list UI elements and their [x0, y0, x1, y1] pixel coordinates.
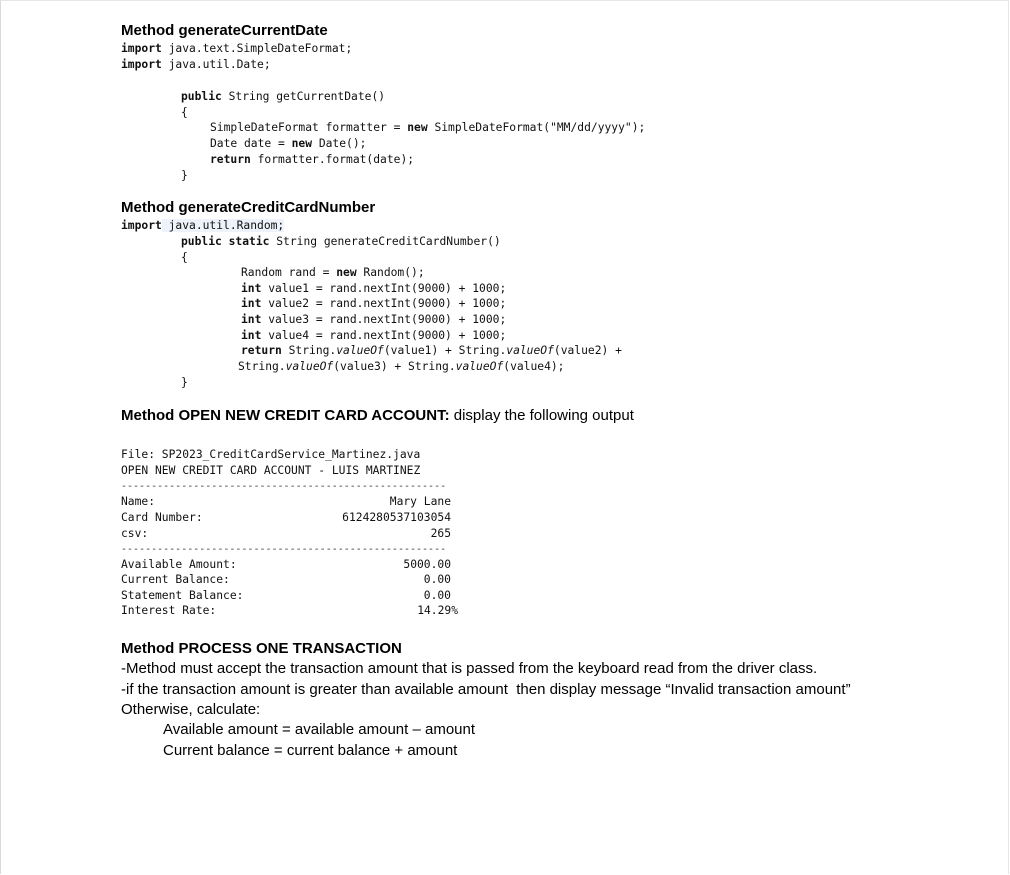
output-title-line: OPEN NEW CREDIT CARD ACCOUNT - LUIS MARTINEZ — [121, 464, 421, 477]
keyword: new — [336, 266, 357, 279]
code-text: String getCurrentDate() — [221, 90, 386, 103]
keyword: return — [241, 344, 282, 357]
keyword: import — [121, 219, 162, 232]
heading-generate-credit-card-number: Method generateCreditCardNumber — [121, 199, 376, 216]
keyword: public — [181, 235, 222, 248]
code-line — [181, 234, 501, 249]
code-text: java.util.Random; — [161, 219, 285, 232]
code-text: String. — [281, 344, 337, 357]
output-value: 0.00 — [423, 573, 451, 586]
code-text: value2 = rand.nextInt(9000) + 1000; — [261, 297, 507, 310]
output-value: 5000.00 — [403, 558, 451, 571]
output-value: 6124280537103054 — [342, 511, 451, 524]
code-method: valueOf — [336, 344, 384, 357]
code-text: Date date = — [210, 137, 292, 150]
code-line — [241, 265, 425, 280]
code-method: valueOf — [285, 360, 334, 373]
output-value: Mary Lane — [389, 495, 451, 508]
output-label: Statement Balance: — [121, 589, 244, 602]
code-text: Date(); — [312, 137, 367, 150]
code-line — [241, 343, 622, 358]
output-value: 14.29% — [417, 604, 458, 617]
code-text: value1 = rand.nextInt(9000) + 1000; — [261, 282, 507, 295]
code-text: (value3) + String. — [333, 360, 456, 373]
formula-line: Current balance = current balance + amount — [163, 742, 458, 759]
code-brace: { — [181, 251, 188, 264]
code-brace: } — [181, 169, 188, 182]
code-line — [241, 281, 506, 296]
code-line — [181, 89, 385, 104]
paragraph-line: -Method must accept the transaction amount that is passed from the keyboard read from the driver class. — [121, 660, 818, 677]
code-brace: { — [181, 106, 188, 119]
heading-bold: Method OPEN NEW CREDIT CARD ACCOUNT: — [121, 407, 450, 424]
code-method: valueOf — [455, 360, 504, 373]
keyword: import — [121, 42, 162, 55]
keyword: static — [228, 235, 270, 248]
output-label: Card Number: — [121, 511, 203, 524]
code-text: value4 = rand.nextInt(9000) + 1000; — [261, 329, 507, 342]
code-brace: } — [181, 376, 188, 389]
code-text: SimpleDateFormat("MM/dd/yyyy"); — [427, 121, 646, 134]
code-text: java.util.Date; — [161, 58, 271, 71]
code-text: String. — [238, 360, 286, 373]
output-value: 265 — [430, 527, 451, 540]
code-line — [121, 41, 352, 56]
heading-generate-current-date: Method generateCurrentDate — [121, 22, 328, 39]
code-text: (value1) + String. — [383, 344, 507, 357]
code-line — [210, 152, 414, 167]
paragraph-line: Otherwise, calculate: — [121, 701, 261, 718]
code-line — [210, 136, 366, 151]
output-label: Available Amount: — [121, 558, 237, 571]
heading-process-transaction: Method PROCESS ONE TRANSACTION — [121, 640, 402, 657]
keyword: int — [241, 282, 262, 295]
output-separator: ------------------------------------------------------ — [121, 544, 447, 555]
code-text: java.text.SimpleDateFormat; — [161, 42, 353, 55]
code-text: formatter.format(date); — [250, 153, 415, 166]
heading-open-account — [121, 406, 634, 426]
code-text: String generateCreditCardNumber() — [269, 235, 501, 248]
keyword: new — [291, 137, 313, 150]
keyword: int — [241, 329, 262, 342]
output-separator: ------------------------------------------------------ — [121, 481, 447, 492]
output-label: Name: — [121, 495, 156, 508]
code-method: valueOf — [506, 344, 554, 357]
keyword: int — [241, 313, 262, 326]
code-text: Random rand = — [241, 266, 337, 279]
output-file-line: File: SP2023_CreditCardService_Martinez.java — [121, 448, 421, 461]
output-label: Interest Rate: — [121, 604, 217, 617]
code-line — [241, 296, 506, 311]
code-line — [241, 328, 506, 343]
code-line — [238, 359, 564, 374]
paragraph-line: -if the transaction amount is greater than available amount then display message “Invalid transaction amount” — [121, 681, 851, 698]
keyword: new — [407, 121, 428, 134]
keyword: import — [121, 58, 162, 71]
heading-rest: display the following output — [449, 407, 634, 424]
keyword: int — [241, 297, 262, 310]
output-label: csv: — [121, 527, 149, 540]
code-text: SimpleDateFormat formatter = — [210, 121, 408, 134]
code-text: (value4); — [503, 360, 565, 373]
code-text: value3 = rand.nextInt(9000) + 1000; — [261, 313, 507, 326]
code-text: (value2) + — [553, 344, 622, 357]
formula-line: Available amount = available amount – amount — [163, 721, 476, 738]
keyword: public — [181, 90, 222, 103]
output-value: 0.00 — [423, 589, 451, 602]
keyword: return — [210, 153, 251, 166]
code-line — [241, 312, 506, 327]
code-line — [121, 57, 271, 72]
code-line — [210, 120, 645, 135]
code-text: Random(); — [356, 266, 425, 279]
output-label: Current Balance: — [121, 573, 230, 586]
code-line — [121, 218, 284, 233]
